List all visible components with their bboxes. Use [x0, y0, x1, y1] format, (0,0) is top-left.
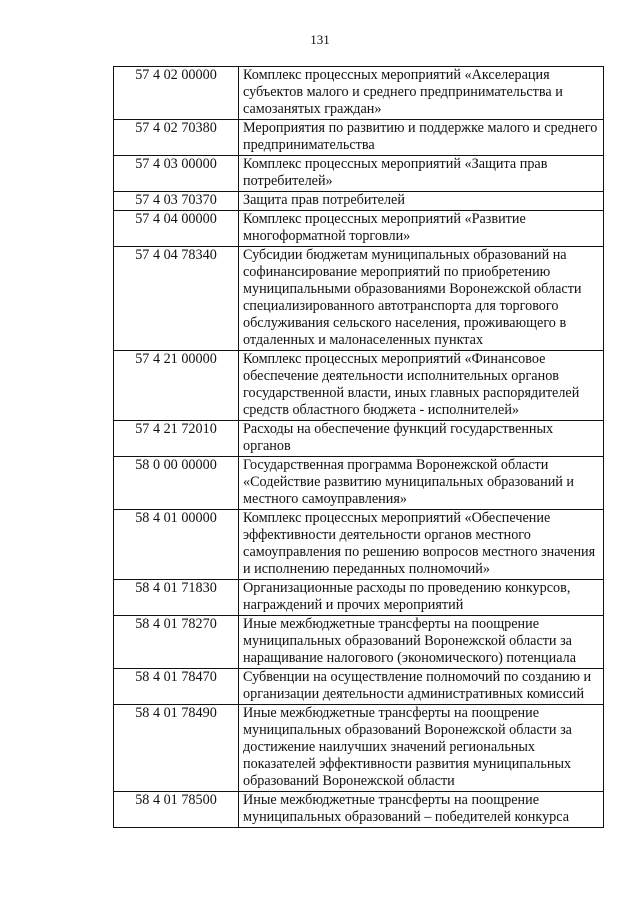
row-code: 58 4 01 78500 — [114, 792, 239, 828]
budget-classification-table — [113, 66, 604, 828]
row-name: Государственная программа Воронежской области «Содействие развитию муниципальных образований и местного самоуправления» — [239, 457, 604, 510]
row-code: 58 4 01 00000 — [114, 510, 239, 580]
table-row — [114, 156, 604, 192]
table-row — [114, 580, 604, 616]
row-code: 58 0 00 00000 — [114, 457, 239, 510]
row-name: Защита прав потребителей — [239, 192, 604, 211]
row-name: Организационные расходы по проведению конкурсов, награждений и прочих мероприятий — [239, 580, 604, 616]
row-code: 58 4 01 78470 — [114, 669, 239, 705]
page-number: 131 — [310, 32, 330, 47]
row-name: Субсидии бюджетам муниципальных образований на софинансирование мероприятий по приобретению муниципальными образованиями Воронежской области специализированного автотранспорта для торгового обслуживания сельского населения, проживающего в отдаленных и малонаселенных пунктах — [239, 247, 604, 351]
row-code: 57 4 03 00000 — [114, 156, 239, 192]
row-name: Иные межбюджетные трансферты на поощрение муниципальных образований – победителей конкурса — [239, 792, 604, 828]
row-code: 57 4 02 00000 — [114, 67, 239, 120]
table-row — [114, 669, 604, 705]
table-row — [114, 510, 604, 580]
table-row — [114, 211, 604, 247]
table-row — [114, 192, 604, 211]
row-code: 57 4 04 78340 — [114, 247, 239, 351]
table-row — [114, 120, 604, 156]
table-row — [114, 351, 604, 421]
row-name: Комплекс процессных мероприятий «Финансовое обеспечение деятельности исполнительных органов государственной власти, иных главных распорядителей средств областного бюджета - исполнителей» — [239, 351, 604, 421]
table-row — [114, 792, 604, 828]
table-row — [114, 247, 604, 351]
row-name: Комплекс процессных мероприятий «Акселерация субъектов малого и среднего предпринимательства и самозанятых граждан» — [239, 67, 604, 120]
row-name: Иные межбюджетные трансферты на поощрение муниципальных образований Воронежской области за наращивание налогового (экономического) потенциала — [239, 616, 604, 669]
row-code: 57 4 21 00000 — [114, 351, 239, 421]
row-code: 57 4 03 70370 — [114, 192, 239, 211]
row-name: Комплекс процессных мероприятий «Защита прав потребителей» — [239, 156, 604, 192]
row-name: Комплекс процессных мероприятий «Обеспечение эффективности деятельности органов местного самоуправления по решению вопросов местного значения и исполнению переданных полномочий» — [239, 510, 604, 580]
row-code: 57 4 02 70380 — [114, 120, 239, 156]
table-row — [114, 421, 604, 457]
row-code: 58 4 01 78490 — [114, 705, 239, 792]
row-code: 57 4 04 00000 — [114, 211, 239, 247]
row-name: Расходы на обеспечение функций государственных органов — [239, 421, 604, 457]
row-name: Субвенции на осуществление полномочий по созданию и организации деятельности административных комиссий — [239, 669, 604, 705]
table-row — [114, 616, 604, 669]
row-code: 57 4 21 72010 — [114, 421, 239, 457]
row-code: 58 4 01 71830 — [114, 580, 239, 616]
table-row — [114, 705, 604, 792]
row-name: Мероприятия по развитию и поддержке малого и среднего предпринимательства — [239, 120, 604, 156]
row-name: Иные межбюджетные трансферты на поощрение муниципальных образований Воронежской области за достижение наилучших значений региональных показателей эффективности развития муниципальных образований Воронежской области — [239, 705, 604, 792]
table-body — [114, 67, 604, 828]
table-row — [114, 67, 604, 120]
row-name: Комплекс процессных мероприятий «Развитие многоформатной торговли» — [239, 211, 604, 247]
table-row — [114, 457, 604, 510]
row-code: 58 4 01 78270 — [114, 616, 239, 669]
